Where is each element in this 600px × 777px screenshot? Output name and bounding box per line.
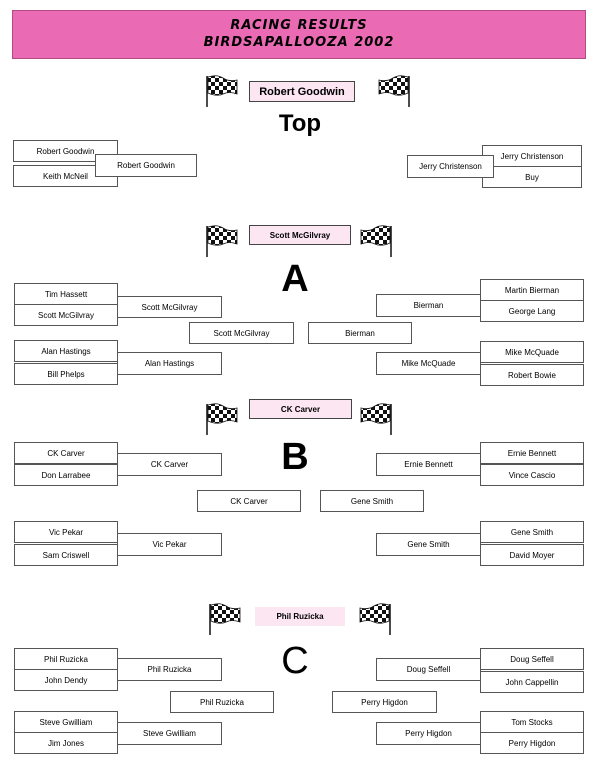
bracket-entry: Steve Gwilliam bbox=[14, 711, 118, 733]
bracket-entry: Steve Gwilliam bbox=[117, 722, 222, 745]
checkered-flag-icon bbox=[203, 74, 239, 108]
bracket-entry: CK Carver bbox=[197, 490, 301, 512]
results-banner bbox=[12, 10, 586, 59]
bracket-entry: Vic Pekar bbox=[117, 533, 222, 556]
b-winner: CK Carver bbox=[249, 399, 352, 419]
checkered-flag-icon bbox=[206, 602, 242, 636]
bracket-entry: Scott McGilvray bbox=[189, 322, 294, 344]
section-title-b: B bbox=[281, 436, 309, 478]
bracket-entry: Doug Seffell bbox=[480, 648, 584, 670]
section-title-top: Top bbox=[278, 110, 322, 137]
bracket-entry: Bierman bbox=[376, 294, 481, 317]
bracket-entry: Tim Hassett bbox=[14, 283, 118, 305]
bracket-entry: David Moyer bbox=[480, 544, 584, 566]
bracket-entry: Jim Jones bbox=[14, 732, 118, 754]
bracket-entry: John Dendy bbox=[14, 669, 118, 691]
bracket-entry: Keith McNeil bbox=[13, 165, 118, 187]
bracket-entry: Ernie Bennett bbox=[480, 442, 584, 464]
section-title-c: C bbox=[281, 640, 309, 682]
bracket-entry: Sam Criswell bbox=[14, 544, 118, 566]
bracket-entry: Phil Ruzicka bbox=[170, 691, 274, 713]
bracket-entry: Bill Phelps bbox=[14, 363, 118, 385]
bracket-entry: Perry Higdon bbox=[332, 691, 437, 713]
bracket-entry: Phil Ruzicka bbox=[117, 658, 222, 681]
bracket-entry: CK Carver bbox=[14, 442, 118, 464]
checkered-flag-icon bbox=[358, 602, 394, 636]
bracket-entry: Gene Smith bbox=[376, 533, 481, 556]
checkered-flag-icon bbox=[359, 402, 395, 436]
bracket-entry: Buy bbox=[482, 166, 582, 188]
bracket-entry: Mike McQuade bbox=[480, 341, 584, 363]
bracket-entry: Alan Hastings bbox=[117, 352, 222, 375]
bracket-entry: Don Larrabee bbox=[14, 464, 118, 486]
bracket-entry: Jerry Christenson bbox=[407, 155, 494, 178]
bracket-entry: John Cappellin bbox=[480, 671, 584, 693]
bracket-entry: Perry Higdon bbox=[480, 732, 584, 754]
bracket-entry: Robert Bowie bbox=[480, 364, 584, 386]
bracket-entry: Vic Pekar bbox=[14, 521, 118, 543]
top-winner: Robert Goodwin bbox=[249, 81, 355, 102]
bracket-entry: Scott McGilvray bbox=[14, 304, 118, 326]
bracket-entry: CK Carver bbox=[117, 453, 222, 476]
bracket-entry: Gene Smith bbox=[480, 521, 584, 543]
checkered-flag-icon bbox=[203, 402, 239, 436]
bracket-entry: Ernie Bennett bbox=[376, 453, 481, 476]
bracket-entry: Bierman bbox=[308, 322, 412, 344]
bracket-entry: Mike McQuade bbox=[376, 352, 481, 375]
bracket-entry: Robert Goodwin bbox=[13, 140, 118, 162]
banner-title: RACING RESULTS bbox=[230, 18, 368, 33]
bracket-entry: Vince Cascio bbox=[480, 464, 584, 486]
c-winner: Phil Ruzicka bbox=[255, 607, 345, 626]
bracket-entry: Doug Seffell bbox=[376, 658, 481, 681]
bracket-entry: Robert Goodwin bbox=[95, 154, 197, 177]
section-title-a: A bbox=[281, 258, 309, 300]
bracket-entry: Martin Bierman bbox=[480, 279, 584, 301]
bracket-entry: Jerry Christenson bbox=[482, 145, 582, 167]
bracket-entry: Phil Ruzicka bbox=[14, 648, 118, 670]
checkered-flag-icon bbox=[359, 224, 395, 258]
checkered-flag-icon bbox=[377, 74, 413, 108]
checkered-flag-icon bbox=[203, 224, 239, 258]
bracket-entry: Alan Hastings bbox=[14, 340, 118, 362]
bracket-entry: Tom Stocks bbox=[480, 711, 584, 733]
bracket-entry: Gene Smith bbox=[320, 490, 424, 512]
bracket-entry: Scott McGilvray bbox=[117, 296, 222, 318]
a-winner: Scott McGilvray bbox=[249, 225, 351, 245]
bracket-entry: Perry Higdon bbox=[376, 722, 481, 745]
banner-subtitle: BIRDSAPALLOOZA 2002 bbox=[203, 35, 395, 50]
bracket-entry: George Lang bbox=[480, 300, 584, 322]
